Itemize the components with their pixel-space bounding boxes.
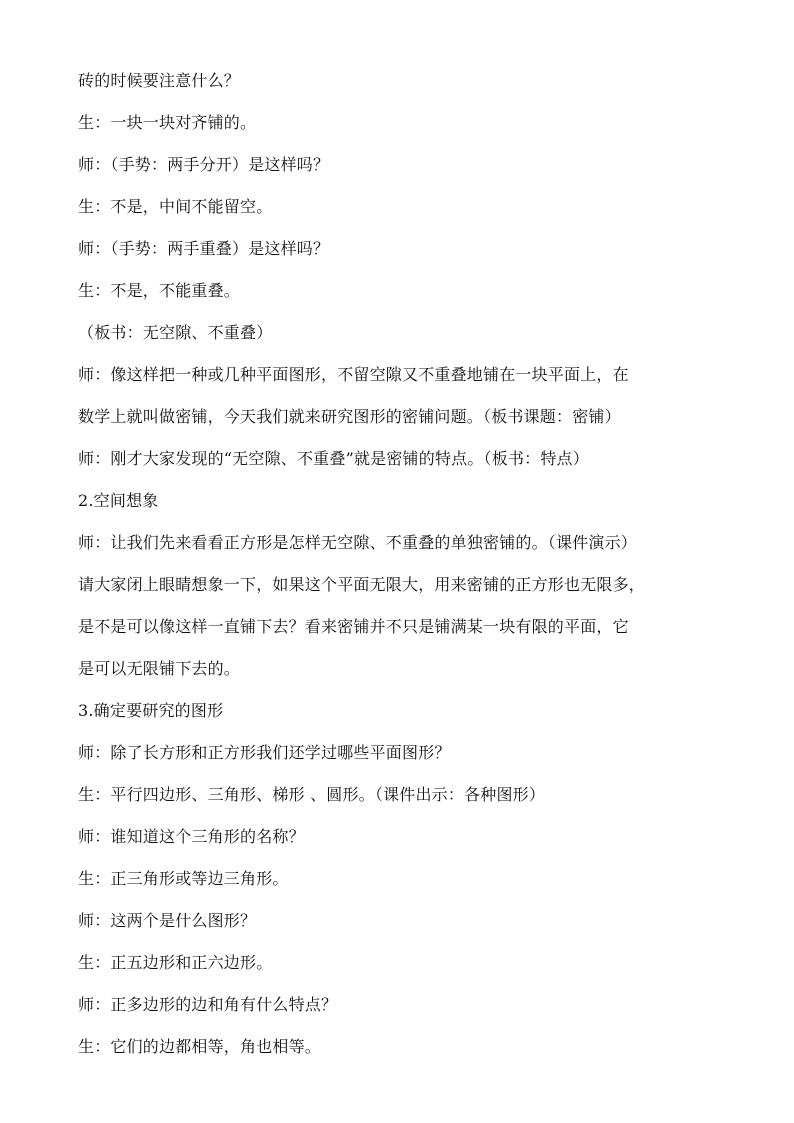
teacher-line-continued: 是可以无限铺下去的。 — [78, 659, 241, 678]
teacher-line: 师：刚才大家发现的“无空隙、不重叠”就是密铺的特点。（板书：特点） — [78, 449, 589, 468]
section-heading: 3.确定要研究的图形 — [78, 701, 224, 720]
student-line: 生：平行四边形、三角形、梯形 、圆形。（课件出示：各种图形） — [78, 785, 546, 804]
teacher-line: 师：像这样把一种或几种平面图形，不留空隙又不重叠地铺在一块平面上，在 — [78, 365, 629, 384]
teacher-line: 师：这两个是什么图形？ — [78, 911, 257, 930]
teacher-line: 师：（手势：两手分开）是这样吗？ — [78, 155, 330, 174]
teacher-line: 师：谁知道这个三角形的名称？ — [78, 827, 305, 846]
section-heading: 2.空间想象 — [78, 491, 159, 510]
student-line: 生：不是，不能重叠。 — [78, 281, 241, 300]
teacher-line-continued: 是不是可以像这样一直铺下去？看来密铺并不只是铺满某一块有限的平面，它 — [78, 617, 629, 636]
board-note: （板书：无空隙、不重叠） — [78, 323, 273, 342]
teacher-line: 师：除了长方形和正方形我们还学过哪些平面图形？ — [78, 743, 451, 762]
teacher-line-continued: 数学上就叫做密铺，今天我们就来研究图形的密铺问题。（板书课题：密铺） — [78, 407, 621, 426]
student-line: 生：不是，中间不能留空。 — [78, 197, 273, 216]
teacher-line: 师：（手势：两手重叠）是这样吗？ — [78, 239, 330, 258]
teacher-line: 师：让我们先来看看正方形是怎样无空隙、不重叠的单独密铺的。（课件演示） — [78, 533, 638, 552]
student-line: 生：它们的边都相等，角也相等。 — [78, 1037, 322, 1056]
student-line: 生：正五边形和正六边形。 — [78, 953, 273, 972]
teacher-line: 师：正多边形的边和角有什么特点？ — [78, 995, 338, 1014]
lesson-transcript — [78, 60, 724, 1068]
student-line: 生：一块一块对齐铺的。 — [78, 113, 257, 132]
student-line: 生：正三角形或等边三角形。 — [78, 869, 289, 888]
text-line: 砖的时候要注意什么？ — [78, 71, 241, 90]
teacher-line-continued: 请大家闭上眼睛想象一下，如果这个平面无限大，用来密铺的正方形也无限多， — [78, 575, 646, 594]
